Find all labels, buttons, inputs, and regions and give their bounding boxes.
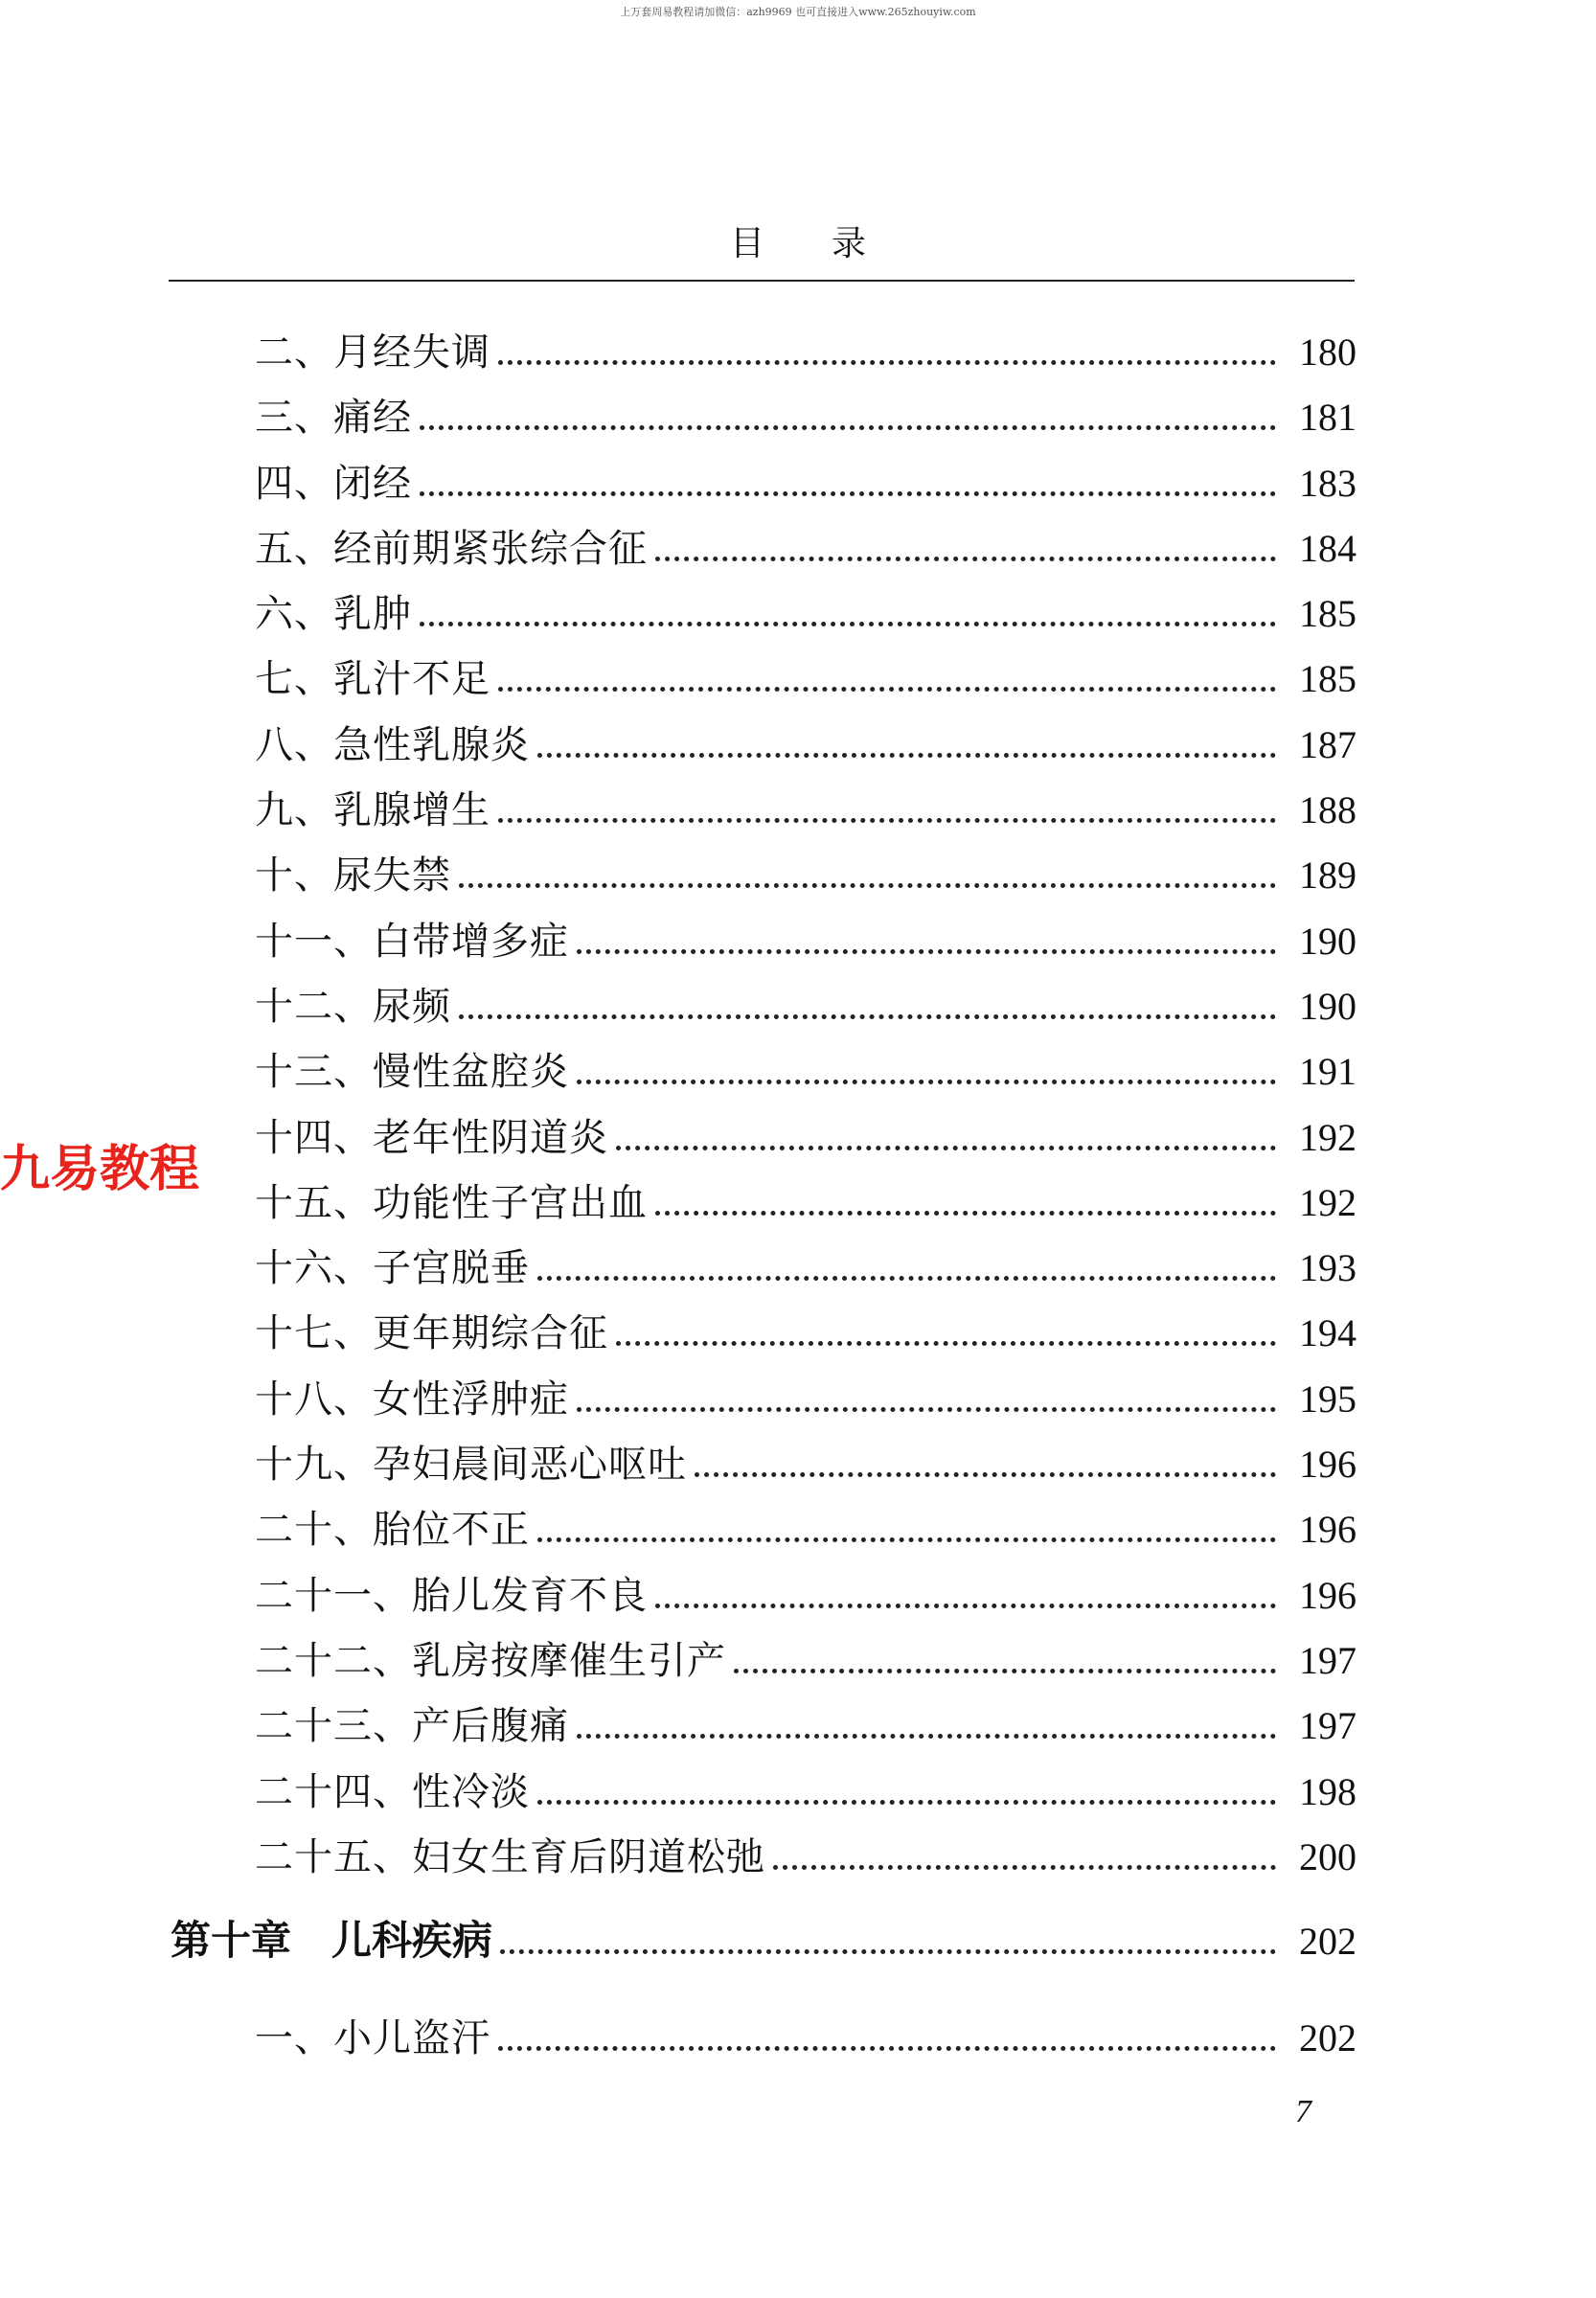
toc-entry[interactable] (255, 1301, 1357, 1366)
toc-entry[interactable] (255, 1171, 1357, 1236)
toc-leader-dots (498, 687, 1276, 692)
table-of-contents (255, 320, 1357, 1890)
toc-entry-label: 七、乳汁不足 (255, 657, 490, 702)
toc-entry-page: 188 (1299, 788, 1357, 832)
toc-entry-label: 十三、慢性盆腔炎 (255, 1050, 569, 1095)
toc-entry-label: 四、闭经 (255, 461, 412, 506)
toc-entry[interactable] (255, 778, 1357, 843)
toc-leader-dots (655, 1604, 1276, 1608)
toc-leader-dots (577, 1080, 1276, 1084)
toc-entry-page: 200 (1299, 1834, 1357, 1878)
toc-entry[interactable] (255, 2006, 1357, 2071)
toc-entry[interactable] (255, 974, 1357, 1039)
toc-entry[interactable] (255, 385, 1357, 450)
toc-entry[interactable] (255, 647, 1357, 712)
toc-entry-label: 二十二、乳房按摩催生引产 (255, 1638, 726, 1683)
toc-entry[interactable] (255, 1694, 1357, 1759)
toc-entry-label: 二十、胎位不正 (255, 1508, 530, 1553)
toc-entry-label: 六、乳肿 (255, 592, 412, 637)
toc-entry[interactable] (255, 516, 1357, 581)
toc-leader-dots (616, 1146, 1276, 1150)
toc-entry-label: 三、痛经 (255, 396, 412, 441)
toc-entry-page: 196 (1299, 1508, 1357, 1552)
toc-entry-page: 195 (1299, 1377, 1357, 1421)
toc-entry-label: 二、月经失调 (255, 330, 490, 375)
toc-leader-dots (616, 1341, 1276, 1346)
toc-leader-dots (655, 557, 1276, 561)
toc-entry-label: 二十五、妇女生育后阴道松弛 (255, 1834, 765, 1879)
toc-entry-page: 192 (1299, 1180, 1357, 1224)
toc-leader-dots (734, 1669, 1276, 1673)
toc-entry[interactable] (255, 1039, 1357, 1104)
toc-entry[interactable] (255, 451, 1357, 516)
page-title: 目录 (729, 224, 933, 263)
toc-entry-page: 181 (1299, 396, 1357, 440)
toc-entry-page: 196 (1299, 1573, 1357, 1617)
toc-leader-dots (773, 1865, 1276, 1870)
toc-entry-page: 190 (1299, 919, 1357, 963)
toc-entry[interactable] (255, 843, 1357, 908)
toc-entry-page: 194 (1299, 1311, 1357, 1355)
toc-entry-page: 180 (1299, 330, 1357, 374)
toc-leader-dots (577, 1407, 1276, 1412)
toc-leader-dots (500, 1949, 1276, 1954)
toc-leader-dots (498, 360, 1276, 365)
toc-leader-dots (577, 1734, 1276, 1739)
toc-entry[interactable] (255, 909, 1357, 974)
toc-entry-page: 185 (1299, 657, 1357, 701)
toc-entry[interactable] (255, 1497, 1357, 1562)
toc-entry-label: 五、经前期紧张综合征 (255, 526, 648, 571)
toc-entry-page: 183 (1299, 461, 1357, 505)
toc-entry[interactable] (255, 1825, 1357, 1890)
toc-entry-label: 十二、尿频 (255, 984, 451, 1029)
toc-entry-label: 十七、更年期综合征 (255, 1311, 608, 1356)
toc-entry-label: 九、乳腺增生 (255, 788, 490, 833)
watermark-text: 九易教程 (0, 1141, 200, 1198)
chapter-page: 202 (1299, 1920, 1357, 1963)
toc-entry[interactable] (255, 1105, 1357, 1171)
toc-entry[interactable] (255, 713, 1357, 778)
toc-entry-page: 192 (1299, 1115, 1357, 1159)
toc-leader-dots (537, 1800, 1276, 1805)
toc-entry-page: 196 (1299, 1443, 1357, 1487)
toc-entry-page: 197 (1299, 1638, 1357, 1682)
page-number: 7 (1295, 2094, 1311, 2129)
toc-leader-dots (459, 883, 1276, 888)
toc-entry[interactable] (255, 1236, 1357, 1301)
toc-entry-label: 十六、子宫脱垂 (255, 1246, 530, 1291)
toc-leader-dots (655, 1211, 1276, 1216)
toc-entry-label: 十一、白带增多症 (255, 919, 569, 964)
toc-entry-label: 二十三、产后腹痛 (255, 1704, 569, 1749)
toc-entry-page: 184 (1299, 526, 1357, 570)
toc-entry-label: 十五、功能性子宫出血 (255, 1180, 648, 1225)
toc-leader-dots (420, 491, 1276, 496)
toc-leader-dots (537, 1276, 1276, 1281)
toc-entry-label: 十四、老年性阴道炎 (255, 1115, 608, 1160)
toc-leader-dots (420, 622, 1276, 626)
title-divider (169, 280, 1355, 282)
toc-leader-dots (459, 1014, 1276, 1019)
toc-entry-page: 191 (1299, 1050, 1357, 1094)
toc-entry[interactable] (255, 1367, 1357, 1432)
toc-entry[interactable] (255, 1628, 1357, 1694)
toc-entry-page: 202 (1299, 2016, 1357, 2059)
top-banner: 上万套周易教程请加微信：azh9969 也可直接进入www.265zhouyiw.com (620, 6, 976, 18)
toc-entry-label: 十九、孕妇晨间恶心呕吐 (255, 1443, 687, 1488)
toc-entry-page: 193 (1299, 1246, 1357, 1290)
toc-entry[interactable] (255, 320, 1357, 385)
toc-entry[interactable] (255, 581, 1357, 647)
toc-leader-dots (695, 1472, 1276, 1477)
toc-leader-dots (498, 818, 1276, 823)
toc-entry-label: 十、尿失禁 (255, 853, 451, 899)
toc-entry-page: 198 (1299, 1769, 1357, 1813)
chapter-title: 第十章 儿科疾病 (171, 1917, 493, 1964)
toc-entry-label: 二十四、性冷淡 (255, 1769, 530, 1814)
toc-leader-dots (537, 1537, 1276, 1542)
toc-entry-page: 190 (1299, 984, 1357, 1028)
toc-leader-dots (577, 949, 1276, 954)
toc-entry-page: 185 (1299, 592, 1357, 636)
toc-entry-label: 十八、女性浮肿症 (255, 1377, 569, 1422)
toc-chapter-heading[interactable] (171, 1908, 1357, 1974)
toc-entry-page: 187 (1299, 722, 1357, 766)
toc-entry-label: 八、急性乳腺炎 (255, 722, 530, 767)
toc-entry-page: 197 (1299, 1704, 1357, 1748)
toc-entry-page: 189 (1299, 853, 1357, 898)
toc-entry-label: 二十一、胎儿发育不良 (255, 1573, 648, 1618)
toc-entry[interactable] (255, 1432, 1357, 1497)
toc-entry[interactable] (255, 1563, 1357, 1628)
toc-leader-dots (498, 2046, 1276, 2051)
toc-entry[interactable] (255, 1760, 1357, 1825)
toc-entry-label: 一、小儿盗汗 (255, 2016, 490, 2060)
toc-leader-dots (420, 425, 1276, 430)
toc-leader-dots (537, 753, 1276, 758)
